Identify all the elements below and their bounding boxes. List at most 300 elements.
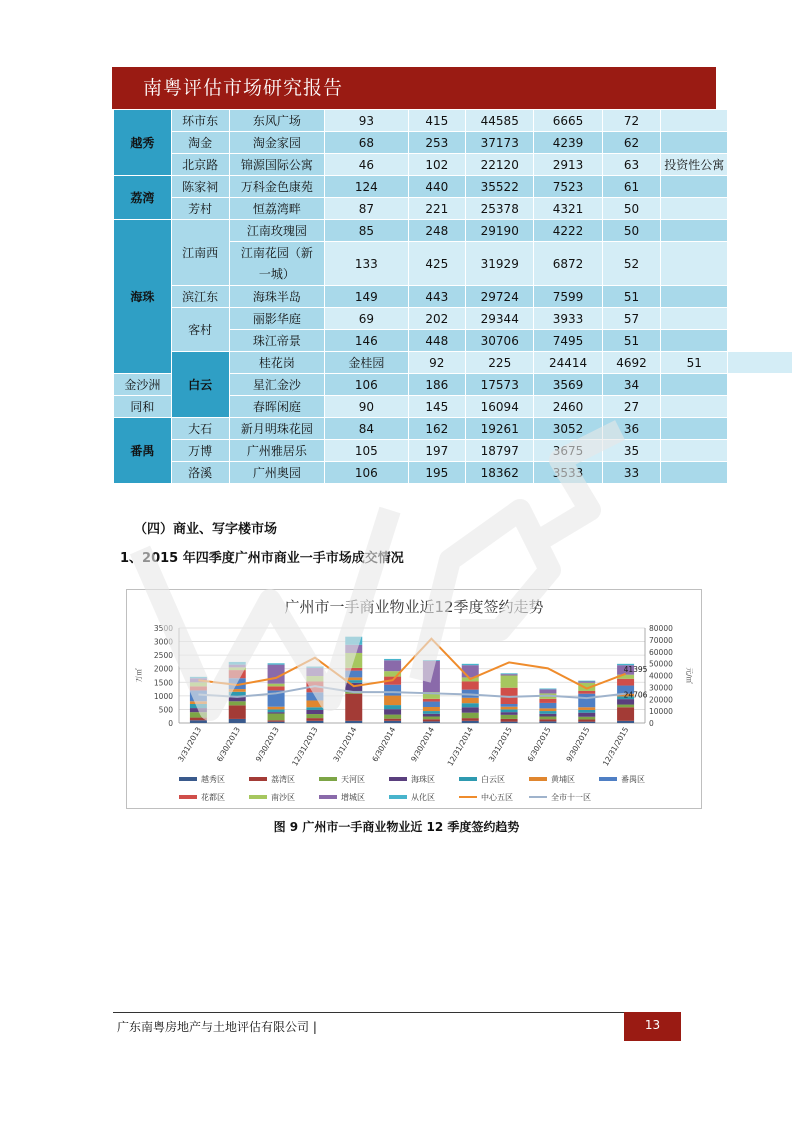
- value-cell: 106: [325, 462, 408, 484]
- y-tick-label: 1500: [153, 678, 173, 688]
- bar-segment: [306, 710, 323, 714]
- bar-segment: [268, 684, 285, 687]
- value-cell: 221: [408, 198, 466, 220]
- value-cell: 72: [602, 110, 661, 132]
- x-tick-label: 3/31/2014: [331, 725, 359, 764]
- value-cell: 3533: [534, 462, 602, 484]
- bar-segment: [190, 708, 207, 712]
- bar-segment: [268, 712, 285, 713]
- bar-segment: [617, 699, 634, 704]
- note-cell: [661, 242, 728, 286]
- value-cell: 7523: [534, 176, 602, 198]
- bar-segment: [229, 670, 246, 678]
- bar-segment: [539, 716, 556, 719]
- value-cell: 4321: [534, 198, 602, 220]
- value-cell: 4239: [534, 132, 602, 154]
- y2-tick-label: 80000: [649, 624, 673, 633]
- note-cell: [661, 308, 728, 330]
- legend-label: 黄埔区: [551, 775, 575, 784]
- bar-segment: [501, 712, 518, 715]
- project-cell: 广州奥园: [229, 462, 325, 484]
- legend-label: 中心五区: [481, 793, 513, 802]
- note-cell: [661, 330, 728, 352]
- bar-segment: [423, 707, 440, 711]
- note-cell: [728, 352, 793, 374]
- value-cell: 25378: [466, 198, 534, 220]
- area-cell: 同和: [114, 396, 172, 418]
- bar-segment: [229, 692, 246, 696]
- bar-segment: [501, 709, 518, 712]
- value-cell: 197: [408, 440, 466, 462]
- district-cell: 海珠: [114, 220, 172, 374]
- project-cell: 新月明珠花园: [229, 418, 325, 440]
- bar-segment: [306, 668, 323, 676]
- value-cell: 31929: [466, 242, 534, 286]
- bar-segment: [578, 710, 595, 713]
- value-cell: 17573: [466, 374, 534, 396]
- bar-segment: [268, 686, 285, 690]
- district-cell: 越秀: [114, 110, 172, 176]
- value-cell: 105: [325, 440, 408, 462]
- bar-segment: [578, 713, 595, 717]
- legend-swatch: [389, 795, 407, 799]
- value-cell: 52: [602, 242, 661, 286]
- area-cell: 万博: [171, 440, 229, 462]
- legend-label: 白云区: [481, 775, 505, 784]
- bar-segment: [190, 704, 207, 708]
- value-cell: 50: [602, 198, 661, 220]
- bar-segment: [423, 699, 440, 702]
- bar-segment: [229, 689, 246, 692]
- project-cell: 丽影华庭: [229, 308, 325, 330]
- legend-swatch: [249, 795, 267, 799]
- table-row: [114, 132, 793, 154]
- value-cell: 62: [602, 132, 661, 154]
- district-cell: 白云: [171, 352, 229, 418]
- value-cell: 24414: [534, 352, 602, 374]
- y-tick-label: 0: [168, 719, 173, 728]
- area-cell: 陈家祠: [171, 176, 229, 198]
- value-cell: 36: [602, 418, 661, 440]
- value-cell: 30706: [466, 330, 534, 352]
- value-cell: 3933: [534, 308, 602, 330]
- value-cell: 90: [325, 396, 408, 418]
- note-cell: [661, 286, 728, 308]
- bar-segment: [578, 719, 595, 721]
- project-table: [113, 109, 793, 484]
- note-cell: [661, 198, 728, 220]
- bar-segment: [229, 701, 246, 705]
- x-tick-label: 6/30/2015: [525, 725, 553, 764]
- bar-segment: [617, 721, 634, 723]
- section-heading: （四）商业、写字楼市场: [134, 522, 278, 537]
- value-cell: 124: [325, 176, 408, 198]
- area-cell: 金沙洲: [114, 374, 172, 396]
- bar-segment: [306, 667, 323, 668]
- value-cell: 186: [408, 374, 466, 396]
- table-row: [114, 198, 793, 220]
- value-cell: 145: [408, 396, 466, 418]
- value-cell: 16094: [466, 396, 534, 418]
- bar-segment: [345, 694, 362, 721]
- legend-label: 番禺区: [621, 775, 645, 784]
- chart-title: 广州市一手商业物业近12季度签约走势: [284, 598, 544, 616]
- value-cell: 3569: [534, 374, 602, 396]
- y2-tick-label: 10000: [649, 707, 673, 717]
- note-cell: [661, 132, 728, 154]
- value-cell: 415: [408, 110, 466, 132]
- value-cell: 63: [602, 154, 661, 176]
- value-cell: 18362: [466, 462, 534, 484]
- project-cell: 星汇金沙: [229, 374, 325, 396]
- bar-segment: [423, 660, 440, 661]
- value-cell: 4222: [534, 220, 602, 242]
- data-label: 24706: [623, 690, 648, 700]
- project-cell: 万科金色康苑: [229, 176, 325, 198]
- table-row: [114, 110, 793, 132]
- section-subheading: 1、2015 年四季度广州市商业一手市场成交情况: [120, 551, 404, 566]
- bar-segment: [268, 663, 285, 664]
- area-cell: 客村: [171, 308, 229, 352]
- y-tick-label: 2500: [153, 651, 173, 661]
- legend-swatch: [459, 777, 477, 781]
- bar-segment: [345, 637, 362, 645]
- note-cell: [661, 176, 728, 198]
- bar-segment: [306, 718, 323, 721]
- value-cell: 51: [602, 330, 661, 352]
- value-cell: 149: [325, 286, 408, 308]
- project-cell: 恒荔湾畔: [229, 198, 325, 220]
- value-cell: 29344: [466, 308, 534, 330]
- bar-segment: [229, 719, 246, 723]
- commercial-chart: [127, 590, 701, 808]
- table-row: [114, 176, 793, 198]
- bar-segment: [501, 673, 518, 674]
- legend-swatch: [529, 777, 547, 781]
- bar-segment: [539, 689, 556, 693]
- bar-segment: [423, 661, 440, 692]
- value-cell: 448: [408, 330, 466, 352]
- bar-segment: [501, 722, 518, 723]
- bar-segment: [306, 676, 323, 681]
- table-row: [114, 154, 793, 176]
- y-tick-label: 3000: [153, 637, 173, 647]
- value-cell: 443: [408, 286, 466, 308]
- value-cell: 37173: [466, 132, 534, 154]
- bar-segment: [501, 676, 518, 688]
- chart-container: [126, 589, 702, 809]
- bar-segment: [190, 712, 207, 717]
- legend-swatch: [179, 795, 197, 799]
- bar-segment: [539, 711, 556, 714]
- project-cell: 广州雅居乐: [229, 440, 325, 462]
- bar-segment: [578, 707, 595, 710]
- note-cell: [661, 110, 728, 132]
- bar-segment: [345, 668, 362, 671]
- bar-segment: [501, 704, 518, 707]
- value-cell: 29724: [466, 286, 534, 308]
- bar-segment: [345, 671, 362, 678]
- project-cell: 江南花园（新一城）: [229, 242, 325, 286]
- value-cell: 225: [466, 352, 534, 374]
- value-cell: 34: [602, 374, 661, 396]
- table-row: [114, 286, 793, 308]
- value-cell: 3052: [534, 418, 602, 440]
- value-cell: 35522: [466, 176, 534, 198]
- bar-segment: [617, 705, 634, 708]
- district-cell: 番禺: [114, 418, 172, 484]
- bar-segment: [539, 708, 556, 711]
- y2-tick-label: 40000: [649, 671, 673, 681]
- bar-segment: [539, 689, 556, 690]
- legend-swatch: [179, 777, 197, 781]
- bar-segment: [190, 720, 207, 723]
- area-cell: 滨江东: [171, 286, 229, 308]
- bar-segment: [229, 667, 246, 670]
- legend-swatch: [599, 777, 617, 781]
- value-cell: 35: [602, 440, 661, 462]
- bar-segment: [617, 707, 634, 721]
- note-cell: [661, 440, 728, 462]
- area-cell: 江南西: [171, 220, 229, 286]
- bar-segment: [229, 665, 246, 668]
- bar-segment: [384, 715, 401, 719]
- value-cell: 87: [325, 198, 408, 220]
- bar-segment: [539, 699, 556, 703]
- value-cell: 85: [325, 220, 408, 242]
- bar-segment: [384, 685, 401, 696]
- value-cell: 27: [602, 396, 661, 418]
- area-cell: 芳村: [171, 198, 229, 220]
- y2-tick-label: 30000: [649, 683, 673, 693]
- y2-tick-label: 0: [649, 719, 654, 728]
- bar-segment: [423, 714, 440, 717]
- table-row: [114, 462, 793, 484]
- figure-caption: 图 9 广州市一手商业物业近 12 季度签约趋势: [273, 820, 520, 834]
- value-cell: 19261: [466, 418, 534, 440]
- note-cell: [661, 462, 728, 484]
- value-cell: 248: [408, 220, 466, 242]
- value-cell: 18797: [466, 440, 534, 462]
- bar-segment: [578, 722, 595, 723]
- line-series: [198, 686, 625, 698]
- bar-segment: [190, 682, 207, 686]
- legend-swatch: [319, 795, 337, 799]
- value-cell: 195: [408, 462, 466, 484]
- area-cell: 淘金: [171, 132, 229, 154]
- bar-segment: [306, 707, 323, 710]
- legend-label: 南沙区: [271, 793, 295, 802]
- bar-segment: [268, 722, 285, 723]
- value-cell: 106: [325, 374, 408, 396]
- area-cell: 大石: [171, 418, 229, 440]
- bar-segment: [578, 717, 595, 720]
- bar-segment: [306, 692, 323, 700]
- bar-segment: [462, 713, 479, 718]
- y-tick-label: 3500: [153, 624, 173, 633]
- value-cell: 93: [325, 110, 408, 132]
- bar-segment: [384, 660, 401, 671]
- bar-segment: [345, 645, 362, 653]
- bar-segment: [578, 694, 595, 708]
- x-tick-label: 3/31/2013: [176, 725, 204, 764]
- bar-segment: [423, 721, 440, 723]
- bar-segment: [268, 720, 285, 721]
- area-cell: 环市东: [171, 110, 229, 132]
- bar-segment: [462, 707, 479, 712]
- x-tick-label: 9/30/2014: [409, 725, 437, 764]
- y-axis-label: 万㎡: [135, 668, 143, 683]
- project-cell: 珠江帝景: [229, 330, 325, 352]
- legend-label: 全市十一区: [551, 793, 591, 802]
- note-cell: [661, 418, 728, 440]
- value-cell: 6665: [534, 110, 602, 132]
- value-cell: 84: [325, 418, 408, 440]
- footer-company: 广东南粤房地产与土地评估有限公司 |: [117, 1020, 317, 1034]
- value-cell: 425: [408, 242, 466, 286]
- bar-segment: [462, 681, 479, 689]
- note-cell: [661, 396, 728, 418]
- table-row: [114, 418, 793, 440]
- x-tick-label: 3/31/2015: [486, 725, 514, 764]
- value-cell: 440: [408, 176, 466, 198]
- bar-segment: [578, 691, 595, 694]
- note-cell: 投资性公寓: [661, 154, 728, 176]
- x-tick-label: 9/30/2015: [564, 725, 592, 764]
- legend-label: 越秀区: [201, 775, 225, 784]
- x-tick-label: 12/31/2015: [600, 725, 631, 768]
- bar-segment: [539, 703, 556, 708]
- bar-segment: [539, 721, 556, 723]
- y-tick-label: 500: [158, 705, 173, 715]
- legend-swatch: [319, 777, 337, 781]
- bar-segment: [384, 696, 401, 706]
- value-cell: 51: [661, 352, 728, 374]
- legend-label: 荔湾区: [271, 775, 295, 784]
- bar-segment: [501, 674, 518, 675]
- legend-swatch: [249, 777, 267, 781]
- bar-segment: [501, 715, 518, 719]
- value-cell: 162: [408, 418, 466, 440]
- y2-tick-label: 60000: [649, 647, 673, 657]
- bar-segment: [229, 705, 246, 719]
- table-row: [114, 220, 793, 242]
- district-cell: 荔湾: [114, 176, 172, 220]
- value-cell: 69: [325, 308, 408, 330]
- data-label: 41395: [623, 664, 648, 674]
- bar-segment: [306, 721, 323, 723]
- value-cell: 202: [408, 308, 466, 330]
- bar-segment: [190, 718, 207, 721]
- table-row: [114, 308, 793, 330]
- bar-segment: [268, 714, 285, 721]
- bar-segment: [345, 653, 362, 668]
- page-number: 13: [624, 1012, 681, 1041]
- bar-segment: [423, 719, 440, 721]
- bar-segment: [462, 703, 479, 707]
- bar-segment: [539, 719, 556, 721]
- area-cell: 北京路: [171, 154, 229, 176]
- value-cell: 7495: [534, 330, 602, 352]
- bar-segment: [617, 679, 634, 686]
- bar-segment: [384, 709, 401, 714]
- bar-segment: [384, 721, 401, 723]
- x-tick-label: 6/30/2013: [214, 725, 242, 764]
- legend-label: 海珠区: [411, 775, 435, 784]
- y2-tick-label: 20000: [649, 695, 673, 705]
- value-cell: 133: [325, 242, 408, 286]
- project-cell: 锦源国际公寓: [229, 154, 325, 176]
- bar-segment: [229, 662, 246, 665]
- bar-segment: [306, 714, 323, 718]
- table-row: [114, 440, 793, 462]
- note-cell: [661, 374, 728, 396]
- legend-label: 从化区: [411, 793, 435, 802]
- bar-segment: [462, 664, 479, 665]
- bar-segment: [578, 681, 595, 682]
- value-cell: 2913: [534, 154, 602, 176]
- bar-segment: [578, 681, 595, 682]
- value-cell: 92: [408, 352, 466, 374]
- project-cell: 金桂园: [325, 352, 408, 374]
- value-cell: 4692: [602, 352, 661, 374]
- value-cell: 253: [408, 132, 466, 154]
- x-tick-label: 12/31/2013: [290, 725, 320, 768]
- project-cell: 春晖闲庭: [229, 396, 325, 418]
- bar-segment: [345, 677, 362, 680]
- area-cell: 桂花岗: [229, 352, 325, 374]
- value-cell: 102: [408, 154, 466, 176]
- bar-segment: [345, 721, 362, 723]
- bar-segment: [462, 718, 479, 721]
- value-cell: 44585: [466, 110, 534, 132]
- value-cell: 46: [325, 154, 408, 176]
- bar-segment: [462, 721, 479, 723]
- note-cell: [661, 220, 728, 242]
- bar-segment: [501, 707, 518, 710]
- y2-tick-label: 50000: [649, 659, 673, 669]
- bar-segment: [539, 714, 556, 717]
- bar-segment: [268, 707, 285, 710]
- bar-segment: [384, 659, 401, 660]
- value-cell: 22120: [466, 154, 534, 176]
- value-cell: 2460: [534, 396, 602, 418]
- value-cell: 57: [602, 308, 661, 330]
- project-cell: 海珠半岛: [229, 286, 325, 308]
- value-cell: 61: [602, 176, 661, 198]
- report-title: 南粤评估市场研究报告: [143, 77, 344, 99]
- value-cell: 3675: [534, 440, 602, 462]
- bar-segment: [190, 677, 207, 678]
- value-cell: 68: [325, 132, 408, 154]
- y2-tick-label: 70000: [649, 635, 673, 645]
- bar-segment: [384, 719, 401, 721]
- y-tick-label: 1000: [153, 691, 173, 701]
- value-cell: 6872: [534, 242, 602, 286]
- bar-segment: [423, 711, 440, 714]
- x-tick-label: 9/30/2013: [253, 725, 281, 764]
- x-tick-label: 12/31/2014: [445, 725, 475, 768]
- legend-swatch: [389, 777, 407, 781]
- bar-segment: [190, 701, 207, 704]
- legend-label: 天河区: [341, 775, 365, 784]
- legend-label: 增城区: [341, 793, 365, 802]
- table-row: [114, 352, 793, 374]
- value-cell: 146: [325, 330, 408, 352]
- bar-segment: [462, 698, 479, 703]
- y-tick-label: 2000: [153, 664, 173, 674]
- line-series: [198, 639, 625, 689]
